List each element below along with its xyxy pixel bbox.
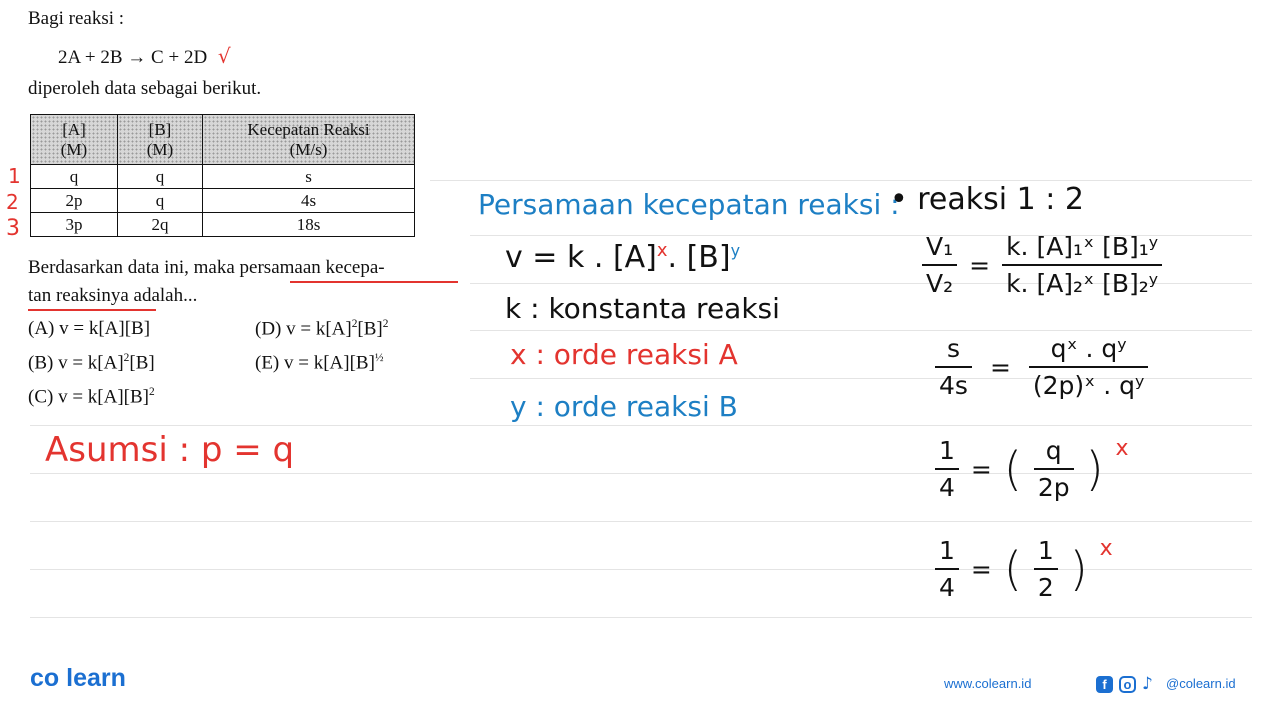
check-mark: √ <box>217 44 231 68</box>
header-a: [A] (M) <box>31 115 118 165</box>
header-rate: Kecepatan Reaksi (M/s) <box>203 115 415 165</box>
table-row <box>31 189 415 213</box>
underline-stroke <box>290 281 458 283</box>
derivation-step-3: $\frac{1}{4}$ = ( $\frac{q}{2p}$ ) x <box>935 436 1129 502</box>
prompt-line-2: tan reaksinya adalah... <box>28 285 198 306</box>
row-index-2: 2 <box>6 190 19 214</box>
cell-a: 3p <box>31 213 118 237</box>
option-e[interactable]: (E) $v = k[A][B]^{\frac{1}{2}}$ <box>255 352 384 374</box>
ruled-line <box>470 330 1252 331</box>
option-d[interactable]: (D) $v = k[A]^2[B]^2$ <box>255 318 389 340</box>
data-intro: diperoleh data sebagai berikut. <box>28 78 262 99</box>
tiktok-icon[interactable]: ♪ <box>1142 674 1153 694</box>
cell-rate: 18s <box>203 213 415 237</box>
header-b: [B] (M) <box>118 115 203 165</box>
ruled-line <box>30 617 1252 618</box>
facebook-icon[interactable]: f <box>1096 676 1113 693</box>
question-intro: Bagi reaksi : <box>28 8 125 29</box>
social-icons <box>1096 674 1153 694</box>
assumption-note: Asumsi : p = q <box>45 430 295 470</box>
prompt-line-1: Berdasarkan data ini, maka persamaan kecepa- <box>28 257 385 278</box>
derivation-step-4: $\frac{1}{4}$ = ( $\frac{1}{2}$ ) x <box>935 536 1113 602</box>
cell-a: 2p <box>31 189 118 213</box>
cell-rate: 4s <box>203 189 415 213</box>
rate-law-formula: v = k . $[A]^x$. $[B]^y$ <box>505 240 741 275</box>
option-a[interactable]: (A) v = k[A][B] <box>28 318 151 339</box>
rate-law-heading: Persamaan kecepatan reaksi : <box>478 188 900 221</box>
ratio-title: • reaksi 1 : 2 <box>890 182 1084 217</box>
derivation-step-1: $\frac{\text{V₁}}{\text{V₂}}$ = $\frac{\text{k. [A]₁ˣ [B]₁ʸ}}{\text{k. [A]₂ˣ [B]₂ʸ}}$ <box>922 232 1162 298</box>
social-handle[interactable]: @colearn.id <box>1166 676 1236 691</box>
cell-a: q <box>31 165 118 189</box>
row-index-1: 1 <box>8 164 21 188</box>
x-definition: x : orde reaksi A <box>510 338 738 371</box>
website-link[interactable]: www.colearn.id <box>944 676 1032 691</box>
ruled-line <box>30 521 1252 522</box>
cell-rate: s <box>203 165 415 189</box>
derivation-step-2: $\frac{s}{4s}$ = $\frac{\text{qˣ . qʸ}}{\text{(2p)ˣ . qʸ}}$ <box>935 334 1148 400</box>
y-definition: y : orde reaksi B <box>510 390 738 423</box>
table-row <box>31 165 415 189</box>
cell-b: q <box>118 189 203 213</box>
reaction-equation <box>58 44 231 69</box>
k-definition: k : konstanta reaksi <box>505 292 780 325</box>
table-row <box>31 213 415 237</box>
option-c[interactable]: (C) $v = k[A][B]^2$ <box>28 386 155 408</box>
ruled-line <box>430 180 1252 181</box>
row-index-3: 3 <box>6 216 20 241</box>
cell-b: 2q <box>118 213 203 237</box>
underline-stroke <box>28 309 156 311</box>
option-b[interactable]: (B) $v = k[A]^2[B]$ <box>28 352 155 374</box>
instagram-icon[interactable]: o <box>1119 676 1136 693</box>
colearn-logo[interactable]: co learn <box>30 664 126 692</box>
cell-b: q <box>118 165 203 189</box>
data-table <box>30 114 415 237</box>
ruled-line <box>30 425 1252 426</box>
reaction-equation-text: 2A + 2B → C + 2D <box>58 47 208 68</box>
